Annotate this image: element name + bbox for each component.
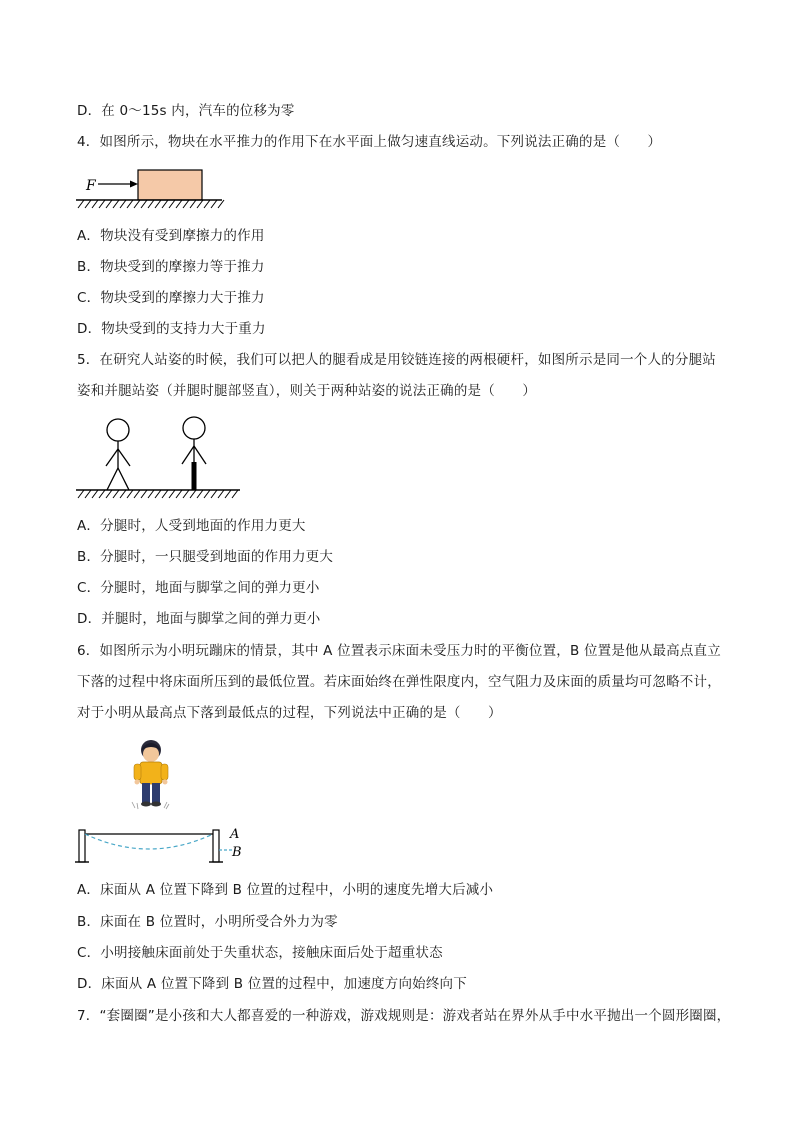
label-a: A <box>230 827 240 842</box>
q4-option-b: B．物块受到的摩擦力等于推力 <box>77 259 265 275</box>
boy-illustration <box>132 740 169 809</box>
q4-option-d: D．物块受到的支持力大于重力 <box>77 321 266 337</box>
ground-hatching <box>78 200 224 208</box>
stick-figure-legs-together <box>182 417 206 464</box>
q6-figure <box>74 736 254 868</box>
legs-together-bar <box>192 462 197 490</box>
q6-stem-line1: 6．如图所示为小明玩蹦床的情景，其中 A 位置表示床面未受压力时的平衡位置，B 位置是他从最高点直立 <box>77 643 721 659</box>
q6-stem-line3: 对于小明从最高点下落到最低点的过程，下列说法中正确的是（ ） <box>77 705 502 721</box>
right-post <box>213 830 219 862</box>
q4-option-c: C．物块受到的摩擦力大于推力 <box>77 290 265 306</box>
q6-option-a: A．床面从 A 位置下降到 B 位置的过程中，小明的速度先增大后减小 <box>77 882 494 898</box>
q6-option-b: B．床面在 B 位置时，小明所受合外力为零 <box>77 914 338 930</box>
q4-figure <box>76 168 226 214</box>
ground-hatching <box>78 490 238 498</box>
q5-option-a: A．分腿时，人受到地面的作用力更大 <box>77 518 306 534</box>
left-post <box>79 830 85 862</box>
q5-figure <box>76 416 242 504</box>
q5-option-d: D．并腿时，地面与脚掌之间的弹力更小 <box>77 611 321 627</box>
q5-stem-line1: 5．在研究人站姿的时候，我们可以把人的腿看成是用铰链连接的两根硬杆，如图所示是同一个人的分腿站 <box>77 352 716 368</box>
q4-option-a: A．物块没有受到摩擦力的作用 <box>77 228 265 244</box>
q3-option-d: D．在 0～15s 内，汽车的位移为零 <box>77 103 295 119</box>
q7-stem-line1: 7．“套圈圈”是小孩和大人都喜爱的一种游戏，游戏规则是：游戏者站在界外从手中水平抛出一个圆形圈圈， <box>77 1008 731 1024</box>
q6-option-d: D．床面从 A 位置下降到 B 位置的过程中，加速度方向始终向下 <box>77 976 467 992</box>
q5-stem-line2: 姿和并腿站姿（并腿时腿部竖直），则关于两种站姿的说法正确的是（ ） <box>77 383 537 399</box>
bed-curve-b <box>85 834 213 849</box>
q6-option-c: C．小明接触床面前处于失重状态，接触床面后处于超重状态 <box>77 945 443 961</box>
q5-option-c: C．分腿时，地面与脚掌之间的弹力更小 <box>77 580 320 596</box>
force-arrow-head <box>130 181 138 188</box>
q4-stem: 4．如图所示，物块在水平推力的作用下在水平面上做匀速直线运动。下列说法正确的是（ ） <box>77 134 662 150</box>
label-b: B <box>232 845 242 860</box>
block <box>138 170 202 200</box>
force-label: F <box>86 178 96 194</box>
q6-stem-line2: 下落的过程中将床面所压到的最低位置。若床面始终在弹性限度内，空气阻力及床面的质量均可忽略不计， <box>77 674 721 690</box>
stick-figure-split-legs <box>106 419 130 490</box>
q5-option-b: B．分腿时，一只腿受到地面的作用力更大 <box>77 549 334 565</box>
